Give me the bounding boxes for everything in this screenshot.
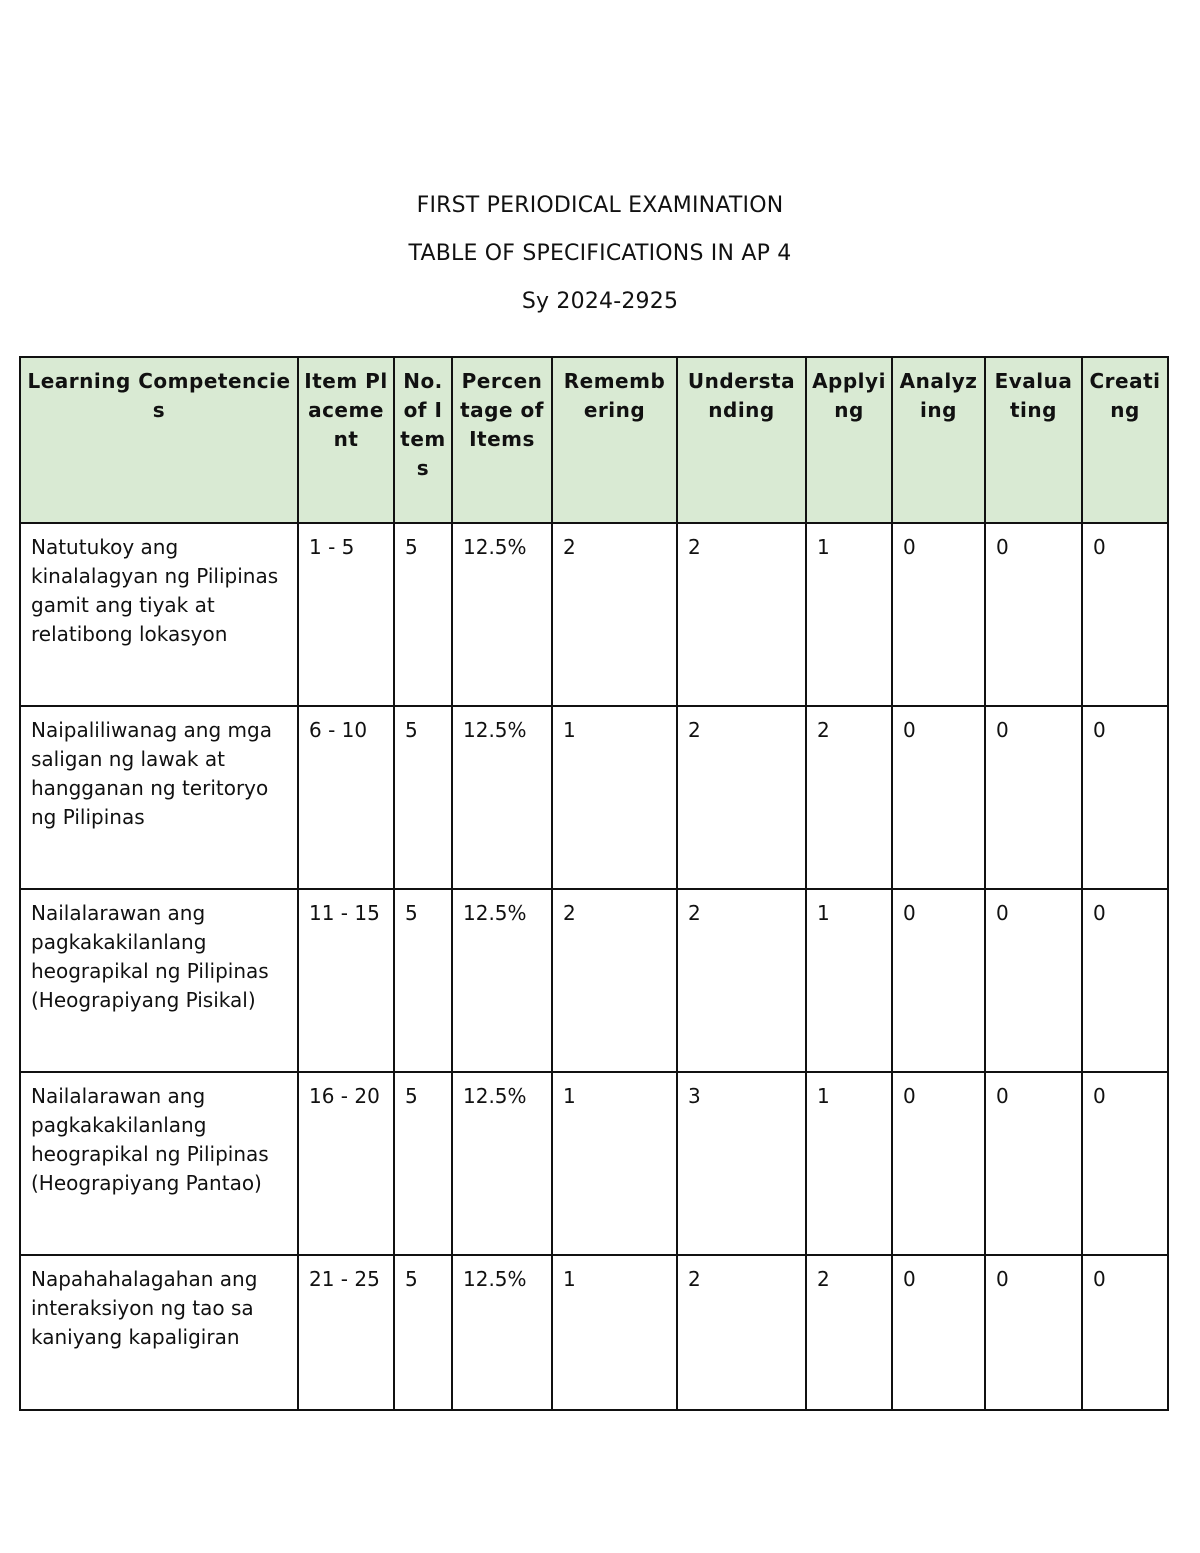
- item-placement-cell: 21 - 25: [298, 1255, 394, 1410]
- creating-cell: 0: [1082, 1072, 1168, 1255]
- column-header: Applying: [806, 357, 892, 523]
- creating-cell: 0: [1082, 523, 1168, 706]
- analyzing-cell: 0: [892, 889, 985, 1072]
- table-row: [20, 1072, 1168, 1255]
- analyzing-cell: 0: [892, 706, 985, 889]
- exam-title: FIRST PERIODICAL EXAMINATION: [416, 193, 784, 218]
- item-count-cell: 5: [394, 523, 452, 706]
- evaluating-cell: 0: [985, 1072, 1082, 1255]
- understanding-cell: 2: [677, 523, 806, 706]
- evaluating-cell: 0: [985, 1255, 1082, 1410]
- percentage-cell: 12.5%: [452, 889, 552, 1072]
- creating-cell: 0: [1082, 889, 1168, 1072]
- table-row: [20, 889, 1168, 1072]
- understanding-cell: 2: [677, 1255, 806, 1410]
- competency-cell: Nailalarawan ang pagkakakilanlang heograpikal ng Pilipinas (Heograpiyang Pisikal): [20, 889, 298, 1072]
- remembering-cell: 1: [552, 1072, 677, 1255]
- understanding-cell: 2: [677, 889, 806, 1072]
- applying-cell: 1: [806, 1072, 892, 1255]
- table-row: [20, 706, 1168, 889]
- competency-cell: Napahahalagahan ang interaksiyon ng tao sa kaniyang kapaligiran: [20, 1255, 298, 1410]
- table-row: [20, 1255, 1168, 1410]
- analyzing-cell: 0: [892, 1255, 985, 1410]
- competency-cell: Naipaliliwanag ang mga saligan ng lawak at hangganan ng teritoryo ng Pilipinas: [20, 706, 298, 889]
- analyzing-cell: 0: [892, 523, 985, 706]
- item-placement-cell: 11 - 15: [298, 889, 394, 1072]
- item-count-cell: 5: [394, 706, 452, 889]
- column-header: Learning Competencies: [20, 357, 298, 523]
- remembering-cell: 2: [552, 523, 677, 706]
- item-placement-cell: 1 - 5: [298, 523, 394, 706]
- item-placement-cell: 16 - 20: [298, 1072, 394, 1255]
- applying-cell: 2: [806, 706, 892, 889]
- applying-cell: 2: [806, 1255, 892, 1410]
- analyzing-cell: 0: [892, 1072, 985, 1255]
- remembering-cell: 1: [552, 1255, 677, 1410]
- school-year: Sy 2024-2925: [521, 289, 679, 314]
- percentage-cell: 12.5%: [452, 523, 552, 706]
- evaluating-cell: 0: [985, 523, 1082, 706]
- percentage-cell: 12.5%: [452, 1255, 552, 1410]
- understanding-cell: 2: [677, 706, 806, 889]
- remembering-cell: 1: [552, 706, 677, 889]
- column-header: Creating: [1082, 357, 1168, 523]
- percentage-cell: 12.5%: [452, 1072, 552, 1255]
- evaluating-cell: 0: [985, 706, 1082, 889]
- item-count-cell: 5: [394, 1255, 452, 1410]
- table-title: TABLE OF SPECIFICATIONS IN AP 4: [408, 241, 792, 266]
- item-count-cell: 5: [394, 889, 452, 1072]
- applying-cell: 1: [806, 523, 892, 706]
- table-header-row: [20, 357, 1168, 523]
- evaluating-cell: 0: [985, 889, 1082, 1072]
- specifications-table: [19, 356, 1169, 1411]
- column-header: Item Placement: [298, 357, 394, 523]
- competency-cell: Natutukoy ang kinalalagyan ng Pilipinas gamit ang tiyak at relatibong lokasyon: [20, 523, 298, 706]
- percentage-cell: 12.5%: [452, 706, 552, 889]
- column-header: Remembering: [552, 357, 677, 523]
- table-row: [20, 523, 1168, 706]
- remembering-cell: 2: [552, 889, 677, 1072]
- item-count-cell: 5: [394, 1072, 452, 1255]
- column-header: No. of Items: [394, 357, 452, 523]
- column-header: Percentage of Items: [452, 357, 552, 523]
- competency-cell: Nailalarawan ang pagkakakilanlang heograpikal ng Pilipinas (Heograpiyang Pantao): [20, 1072, 298, 1255]
- item-placement-cell: 6 - 10: [298, 706, 394, 889]
- creating-cell: 0: [1082, 1255, 1168, 1410]
- applying-cell: 1: [806, 889, 892, 1072]
- creating-cell: 0: [1082, 706, 1168, 889]
- document-header: [0, 182, 1200, 326]
- column-header: Analyzing: [892, 357, 985, 523]
- column-header: Evaluating: [985, 357, 1082, 523]
- understanding-cell: 3: [677, 1072, 806, 1255]
- column-header: Understanding: [677, 357, 806, 523]
